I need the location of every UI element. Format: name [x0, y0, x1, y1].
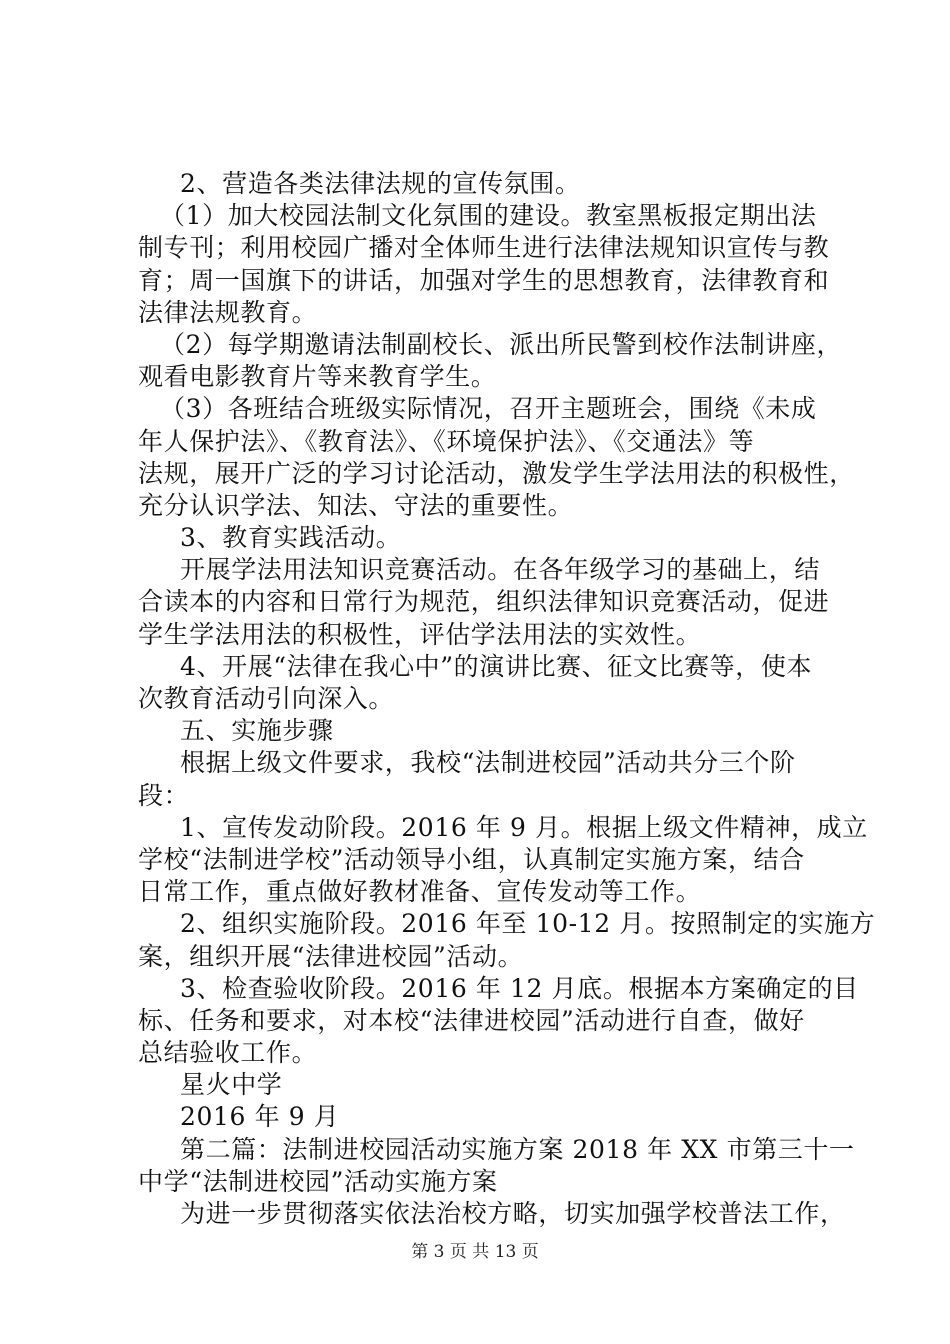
- text-line: 年人保护法》、《教育法》、《环境保护法》、《交通法》等: [138, 426, 755, 456]
- text-line: 2016 年 9 月: [180, 1102, 340, 1132]
- document-body: [138, 168, 876, 1230]
- text-line: 案，组织开展“法律进校园”活动。: [138, 941, 524, 971]
- text-line: 育；周一国旗下的讲话，加强对学生的思想教育，法律教育和: [138, 265, 830, 295]
- text-line: 合读本的内容和日常行为规范，组织法律知识竞赛活动，促进: [138, 587, 830, 617]
- text-line: 观看电影教育片等来教育学生。: [138, 362, 497, 392]
- text-line: （1）加大校园法制文化氛围的建设。教室黑板报定期出法: [160, 201, 817, 231]
- text-line: 中学“法制进校园”活动实施方案: [138, 1166, 498, 1196]
- text-line: 标、任务和要求，对本校“法律进校园”活动进行自查，做好: [138, 1005, 805, 1035]
- text-line: 2、营造各类法律法规的宣传氛围。: [180, 169, 581, 198]
- text-line: 次教育活动引向深入。: [138, 684, 395, 713]
- text-line: （3）各班结合班级实际情况，召开主题班会，围绕《未成: [160, 394, 817, 424]
- text-line: 学生学法用法的积极性，评估学法用法的实效性。: [138, 619, 702, 649]
- text-line: 总结验收工作。: [138, 1038, 318, 1068]
- text-line: 3、检查验收阶段。2016 年 12 月底。根据本方案确定的目: [180, 973, 859, 1003]
- text-line: 3、教育实践活动。: [180, 523, 402, 553]
- text-line: 学校“法制进学校”活动领导小组，认真制定实施方案，结合: [138, 844, 805, 874]
- text-line: 2、组织实施阶段。2016 年至 10-12 月。按照制定的实施方: [180, 909, 876, 939]
- text-line: 充分认识学法、知法、守法的重要性。: [138, 490, 574, 520]
- text-line: 段：: [138, 780, 190, 810]
- text-line: 日常工作，重点做好教材准备、宣传发动等工作。: [138, 877, 702, 907]
- text-line: 星火中学: [180, 1070, 283, 1100]
- text-line: 根据上级文件要求，我校“法制进校园”活动共分三个阶: [180, 748, 796, 778]
- text-line: 为进一步贯彻落实依法治校方略，切实加强学校普法工作，: [180, 1199, 846, 1228]
- page-footer: 第 3 页 共 13 页: [411, 1242, 539, 1262]
- text-line: 制专刊；利用校园广播对全体师生进行法律法规知识宣传与教: [138, 233, 830, 263]
- text-line: 五、实施步骤: [180, 716, 334, 746]
- text-line: 第二篇：法制进校园活动实施方案 2018 年 XX 市第三十一: [180, 1134, 855, 1164]
- text-line: 法律法规教育。: [138, 297, 318, 327]
- text-line: 1、宣传发动阶段。2016 年 9 月。根据上级文件精神，成立: [180, 812, 868, 842]
- text-line: 法规，展开广泛的学习讨论活动，激发学生学法用法的积极性，: [138, 458, 855, 488]
- text-line: （2）每学期邀请法制副校长、派出所民警到校作法制讲座，: [160, 329, 843, 359]
- text-line: 4、开展“法律在我心中”的演讲比赛、征文比赛等，使本: [180, 651, 813, 681]
- text-line: 开展学法用法知识竞赛活动。在各年级学习的基础上，结: [180, 555, 821, 585]
